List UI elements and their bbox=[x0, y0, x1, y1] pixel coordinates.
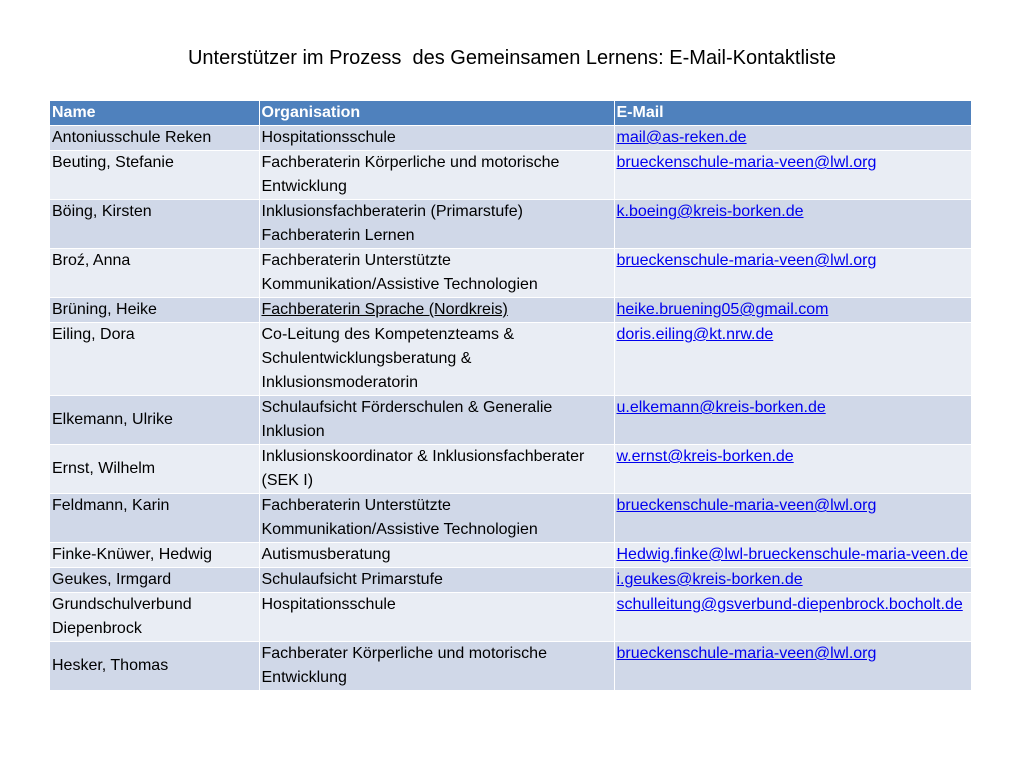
email-link[interactable]: mail@as-reken.de bbox=[616, 129, 747, 146]
table-row bbox=[50, 151, 971, 200]
table-row bbox=[50, 593, 971, 642]
header-email: E-Mail bbox=[614, 101, 971, 126]
table-row bbox=[50, 323, 971, 396]
cell-name: Broź, Anna bbox=[50, 249, 259, 298]
cell-organisation: Schulaufsicht Förderschulen & Generalie Inklusion bbox=[259, 396, 614, 445]
table-row bbox=[50, 396, 971, 445]
cell-email bbox=[614, 298, 971, 323]
cell-name: Böing, Kirsten bbox=[50, 200, 259, 249]
email-link[interactable]: schulleitung@gsverbund-diepenbrock.bocholt.de bbox=[616, 596, 963, 613]
cell-organisation: Fachberaterin Unterstützte Kommunikation/Assistive Technologien bbox=[259, 494, 614, 543]
cell-email bbox=[614, 396, 971, 445]
cell-email bbox=[614, 445, 971, 494]
cell-email bbox=[614, 126, 971, 151]
cell-name: Finke-Knüwer, Hedwig bbox=[50, 543, 259, 568]
email-link[interactable]: heike.bruening05@gmail.com bbox=[616, 301, 829, 318]
cell-name: Geukes, Irmgard bbox=[50, 568, 259, 593]
cell-email bbox=[614, 323, 971, 396]
table-row bbox=[50, 200, 971, 249]
slide-title: Unterstützer im Prozess des Gemeinsamen Lernens: E-Mail-Kontaktliste bbox=[187, 47, 837, 69]
table-row bbox=[50, 568, 971, 593]
cell-name: Antoniusschule Reken bbox=[50, 126, 259, 151]
cell-organisation: Hospitationsschule bbox=[259, 593, 614, 642]
cell-organisation: Inklusionsfachberaterin (Primarstufe) Fachberaterin Lernen bbox=[259, 200, 614, 249]
cell-name: Beuting, Stefanie bbox=[50, 151, 259, 200]
cell-email bbox=[614, 494, 971, 543]
cell-name: Brüning, Heike bbox=[50, 298, 259, 323]
table-row bbox=[50, 126, 971, 151]
table-row bbox=[50, 494, 971, 543]
cell-name: Hesker, Thomas bbox=[50, 642, 259, 691]
cell-organisation: Fachberaterin Unterstützte Kommunikation/Assistive Technologien bbox=[259, 249, 614, 298]
cell-name: Eiling, Dora bbox=[50, 323, 259, 396]
email-link[interactable]: brueckenschule-maria-veen@lwl.org bbox=[616, 645, 877, 662]
cell-email bbox=[614, 200, 971, 249]
cell-organisation: Fachberater Körperliche und motorische Entwicklung bbox=[259, 642, 614, 691]
cell-organisation bbox=[259, 298, 614, 323]
cell-email bbox=[614, 642, 971, 691]
cell-email bbox=[614, 249, 971, 298]
email-link[interactable]: brueckenschule-maria-veen@lwl.org bbox=[616, 154, 877, 171]
table-row bbox=[50, 249, 971, 298]
email-link[interactable]: u.elkemann@kreis-borken.de bbox=[616, 399, 826, 416]
email-link[interactable]: doris.eiling@kt.nrw.de bbox=[616, 326, 774, 343]
cell-email bbox=[614, 593, 971, 642]
contact-table bbox=[50, 101, 972, 690]
cell-organisation: Schulaufsicht Primarstufe bbox=[259, 568, 614, 593]
cell-email bbox=[614, 151, 971, 200]
cell-name: Grundschulverbund Diepenbrock bbox=[50, 593, 259, 642]
cell-organisation: Fachberaterin Körperliche und motorische Entwicklung bbox=[259, 151, 614, 200]
cell-organisation: Inklusionskoordinator & Inklusionsfachberater (SEK I) bbox=[259, 445, 614, 494]
cell-email bbox=[614, 568, 971, 593]
cell-organisation: Autismusberatung bbox=[259, 543, 614, 568]
header-name: Name bbox=[50, 101, 259, 126]
email-link[interactable]: i.geukes@kreis-borken.de bbox=[616, 571, 803, 588]
cell-name: Feldmann, Karin bbox=[50, 494, 259, 543]
email-link[interactable]: k.boeing@kreis-borken.de bbox=[616, 203, 804, 220]
cell-name: Ernst, Wilhelm bbox=[50, 445, 259, 494]
table-row bbox=[50, 445, 971, 494]
cell-email bbox=[614, 543, 971, 568]
cell-organisation: Hospitationsschule bbox=[259, 126, 614, 151]
organisation-text: Fachberaterin Sprache (Nordkreis) bbox=[261, 301, 508, 318]
table-row bbox=[50, 642, 971, 691]
email-link[interactable]: brueckenschule-maria-veen@lwl.org bbox=[616, 497, 877, 514]
cell-organisation: Co-Leitung des Kompetenzteams & Schulentwicklungsberatung & Inklusionsmoderatorin bbox=[259, 323, 614, 396]
header-organisation: Organisation bbox=[259, 101, 614, 126]
email-link[interactable]: Hedwig.finke@lwl-brueckenschule-maria-veen.de bbox=[616, 546, 969, 563]
table-row bbox=[50, 543, 971, 568]
table-header-row bbox=[50, 101, 971, 126]
table-row bbox=[50, 298, 971, 323]
email-link[interactable]: brueckenschule-maria-veen@lwl.org bbox=[616, 252, 877, 269]
cell-name: Elkemann, Ulrike bbox=[50, 396, 259, 445]
email-link[interactable]: w.ernst@kreis-borken.de bbox=[616, 448, 794, 465]
